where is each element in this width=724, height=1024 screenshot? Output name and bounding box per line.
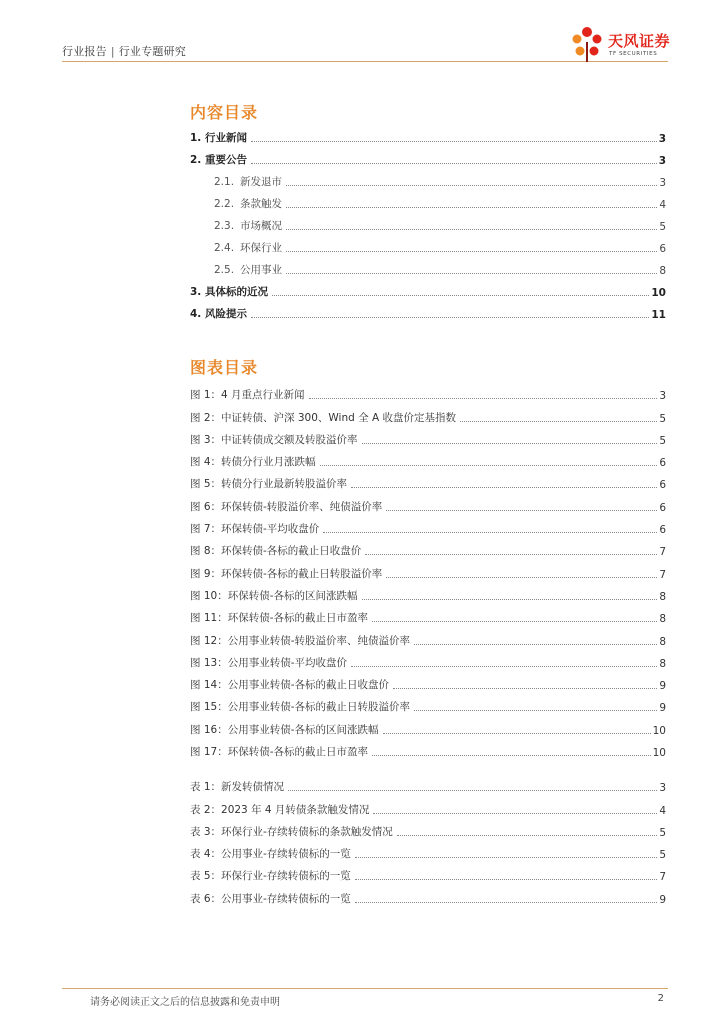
dotted-leader [386, 510, 657, 511]
toc-entry-page: 10 [652, 724, 666, 737]
toc-entry-page: 3 [659, 782, 666, 795]
toc-entry-text: 图 14：公用事业转债-各标的截止日收盘价 [190, 679, 389, 692]
toc-entry-text: 图 3：中证转债成交额及转股溢价率 [190, 433, 358, 446]
breadcrumb-report-type: 行业报告 [62, 45, 107, 58]
toc-entry-text: 公用事业 [240, 264, 283, 276]
table-entry[interactable] [190, 861, 666, 883]
figure-entry[interactable] [190, 625, 666, 647]
toc-entry-label [190, 779, 286, 794]
toc-entry-page: 5 [659, 849, 666, 862]
toc-entry-text: 3. 具体标的近况 [190, 286, 268, 298]
breadcrumb-separator: | [110, 45, 115, 58]
toc-entry-text: 图 12：公用事业转债-转股溢价率、纯债溢价率 [190, 634, 410, 647]
contents-entry[interactable] [190, 189, 666, 211]
figure-entry[interactable] [190, 402, 666, 424]
toc-entry-label [190, 677, 391, 692]
toc-entry-label [190, 846, 353, 861]
dotted-leader [351, 487, 657, 488]
toc-entry-label [190, 432, 360, 447]
toc-entry-label [190, 655, 349, 670]
breadcrumb-report-category: 行业专题研究 [118, 45, 186, 58]
toc-entry-label [214, 240, 284, 255]
toc-entry-label [190, 306, 249, 321]
dotted-leader [383, 733, 651, 734]
dotted-leader [355, 879, 658, 880]
toc-entry-page: 9 [659, 680, 666, 693]
toc-entry-number: 2.4. [214, 242, 235, 254]
contents-entry[interactable] [190, 167, 666, 189]
toc-entry-label [190, 891, 353, 906]
toc-entry-label [190, 610, 370, 625]
dotted-leader [355, 857, 658, 858]
toc-entry-number: 2.5. [214, 264, 235, 276]
toc-entry-label [190, 722, 381, 737]
toc-entry-page: 6 [659, 243, 666, 255]
toc-entry-page: 3 [659, 390, 666, 403]
toc-entry-page: 3 [658, 133, 666, 145]
toc-entry-text: 表 1：新发转债情况 [190, 781, 285, 794]
toc-entry-text: 1. 行业新闻 [190, 132, 247, 144]
footer-divider [62, 988, 668, 989]
toc-entry-label [190, 130, 249, 145]
dotted-leader [272, 295, 649, 296]
figure-entry[interactable] [190, 514, 666, 536]
logo-english-name: TF SECURITIES [609, 51, 658, 57]
dotted-leader [414, 644, 657, 645]
figures-list [190, 380, 666, 759]
toc-entry-page: 4 [659, 804, 666, 817]
toc-entry-label [190, 588, 360, 603]
figure-entry[interactable] [190, 558, 666, 580]
dotted-leader [372, 621, 657, 622]
disclaimer-notice: 请务必阅读正文之后的信息披露和免责申明 [90, 997, 280, 1008]
toc-entry-text: 表 3：环保行业-存续转债标的条款触发情况 [190, 825, 393, 838]
toc-entry-text: 图 4：转债分行业月涨跌幅 [190, 456, 316, 469]
toc-entry-text: 条款触发 [240, 198, 283, 210]
page-number: 2 [657, 993, 664, 1004]
figure-entry[interactable] [190, 469, 666, 491]
contents-entry[interactable] [190, 277, 666, 299]
toc-entry-label [190, 521, 321, 536]
toc-entry-page: 5 [659, 434, 666, 447]
figure-entry[interactable] [190, 536, 666, 558]
toc-entry-page: 6 [659, 524, 666, 537]
toc-entry-label [190, 410, 458, 425]
toc-entry-label [190, 824, 395, 839]
toc-entry-label [190, 499, 384, 514]
tables-list [190, 772, 666, 906]
dotted-leader [460, 421, 657, 422]
toc-entry-page: 8 [659, 265, 666, 277]
toc-entry-text: 表 6：公用事业-存续转债标的一览 [190, 892, 351, 905]
toc-entry-text: 新发退市 [240, 176, 283, 188]
toc-entry-label [190, 543, 363, 558]
dotted-leader [286, 185, 657, 186]
logo-chinese-name: 天风证券 [608, 32, 671, 50]
toc-entry-label [214, 218, 284, 233]
figure-entry[interactable] [190, 380, 666, 402]
toc-entry-page: 5 [659, 826, 666, 839]
toc-entry-number: 2.1. [214, 176, 235, 188]
contents-entry[interactable] [190, 255, 666, 277]
toc-entry-text: 图 13：公用事业转债-平均收盘价 [190, 656, 347, 669]
toc-entry-page: 11 [651, 309, 666, 321]
figure-entry[interactable] [190, 447, 666, 469]
toc-entry-page: 8 [659, 590, 666, 603]
toc-entry-label [190, 868, 353, 883]
figure-entry[interactable] [190, 491, 666, 513]
dotted-leader [393, 688, 657, 689]
dotted-leader [309, 398, 658, 399]
toc-entry-page: 10 [651, 287, 666, 299]
toc-entry-label [190, 476, 349, 491]
dotted-leader [372, 755, 651, 756]
toc-entry-number: 2.2. [214, 198, 235, 210]
contents-entry[interactable] [190, 299, 666, 321]
toc-entry-page: 8 [659, 613, 666, 626]
toc-entry-text: 图 7：环保转债-平均收盘价 [190, 523, 320, 536]
dotted-leader [386, 577, 657, 578]
contents-list [190, 123, 666, 321]
toc-entry-label [190, 454, 318, 469]
toc-entry-text: 图 10：环保转债-各标的区间涨跌幅 [190, 589, 358, 602]
dotted-leader [414, 710, 657, 711]
toc-entry-text: 图 5：转债分行业最新转股溢价率 [190, 478, 348, 491]
toc-entry-label [214, 196, 284, 211]
toc-entry-text: 4. 风险提示 [190, 308, 247, 320]
toc-entry-text: 表 5：环保行业-存续转债标的一览 [190, 870, 351, 883]
dotted-leader [320, 465, 658, 466]
dotted-leader [288, 790, 657, 791]
table-entry[interactable] [190, 883, 666, 905]
toc-entry-page: 7 [659, 546, 666, 559]
flower-logo-icon [568, 24, 606, 64]
dotted-leader [286, 207, 657, 208]
company-logo [568, 24, 678, 64]
toc-entry-text: 图 9：环保转债-各标的截止日转股溢价率 [190, 567, 383, 580]
toc-entry-label [190, 152, 249, 167]
toc-entry-text: 图 8：环保转债-各标的截止日收盘价 [190, 545, 362, 558]
contents-title: 内容目录 [190, 103, 259, 122]
toc-entry-page: 3 [658, 155, 666, 167]
toc-entry-text: 表 2：2023 年 4 月转债条款触发情况 [190, 803, 370, 816]
figure-entry[interactable] [190, 581, 666, 603]
contents-entry[interactable] [190, 233, 666, 255]
contents-entry[interactable] [190, 145, 666, 167]
toc-entry-page: 4 [659, 199, 666, 211]
toc-entry-page: 7 [659, 871, 666, 884]
figures-title: 图表目录 [190, 358, 259, 377]
toc-entry-label [190, 633, 412, 648]
figure-entry[interactable] [190, 692, 666, 714]
toc-entry-label [214, 262, 284, 277]
toc-entry-text: 图 15：公用事业转债-各标的截止日转股溢价率 [190, 701, 410, 714]
toc-entry-text: 2. 重要公告 [190, 154, 247, 166]
toc-entry-text: 图 17：环保转债-各标的截止日市盈率 [190, 746, 368, 759]
toc-entry-text: 图 2：中证转债、沪深 300、Wind 全 A 收盘价定基指数 [190, 411, 456, 424]
toc-entry-text: 表 4：公用事业-存续转债标的一览 [190, 848, 351, 861]
toc-entry-text: 图 11：环保转债-各标的截止日市盈率 [190, 612, 368, 625]
breadcrumb [62, 43, 186, 59]
toc-entry-page: 6 [659, 501, 666, 514]
toc-entry-label [190, 802, 371, 817]
toc-entry-page: 6 [659, 457, 666, 470]
toc-entry-page: 7 [659, 568, 666, 581]
dotted-leader [251, 141, 657, 142]
table-entry[interactable] [190, 839, 666, 861]
toc-entry-text: 图 6：环保转债-转股溢价率、纯债溢价率 [190, 500, 383, 513]
toc-entry-label [214, 174, 284, 189]
dotted-leader [286, 251, 657, 252]
table-entry[interactable] [190, 817, 666, 839]
toc-entry-label [190, 699, 412, 714]
toc-entry-page: 9 [659, 702, 666, 715]
table-entry[interactable] [190, 772, 666, 794]
toc-entry-label [190, 744, 370, 759]
toc-entry-number: 2.3. [214, 220, 235, 232]
dotted-leader [323, 532, 657, 533]
dotted-leader [251, 317, 649, 318]
toc-entry-text: 环保行业 [240, 242, 283, 254]
toc-entry-page: 5 [659, 412, 666, 425]
toc-entry-page: 10 [652, 747, 666, 760]
toc-entry-page: 3 [659, 177, 666, 189]
dotted-leader [362, 443, 658, 444]
contents-entry[interactable] [190, 211, 666, 233]
contents-entry[interactable] [190, 123, 666, 145]
figure-entry[interactable] [190, 714, 666, 736]
dotted-leader [351, 666, 657, 667]
figure-entry[interactable] [190, 737, 666, 759]
figure-entry[interactable] [190, 425, 666, 447]
toc-entry-page: 9 [659, 893, 666, 906]
figure-entry[interactable] [190, 603, 666, 625]
dotted-leader [365, 554, 657, 555]
dotted-leader [397, 835, 658, 836]
table-entry[interactable] [190, 794, 666, 816]
toc-entry-page: 6 [659, 479, 666, 492]
dotted-leader [286, 273, 657, 274]
dotted-leader [362, 599, 658, 600]
toc-entry-label [190, 284, 270, 299]
dotted-leader [373, 813, 657, 814]
toc-entry-page: 5 [659, 221, 666, 233]
figure-entry[interactable] [190, 648, 666, 670]
dotted-leader [286, 229, 657, 230]
toc-entry-label [190, 387, 307, 402]
toc-entry-text: 图 16：公用事业转债-各标的区间涨跌幅 [190, 723, 379, 736]
dotted-leader [355, 902, 658, 903]
dotted-leader [251, 163, 657, 164]
toc-entry-text: 图 1：4 月重点行业新闻 [190, 389, 305, 402]
toc-entry-page: 8 [659, 635, 666, 648]
toc-entry-text: 市场概况 [240, 220, 283, 232]
toc-entry-label [190, 566, 384, 581]
toc-entry-page: 8 [659, 657, 666, 670]
figure-entry[interactable] [190, 670, 666, 692]
